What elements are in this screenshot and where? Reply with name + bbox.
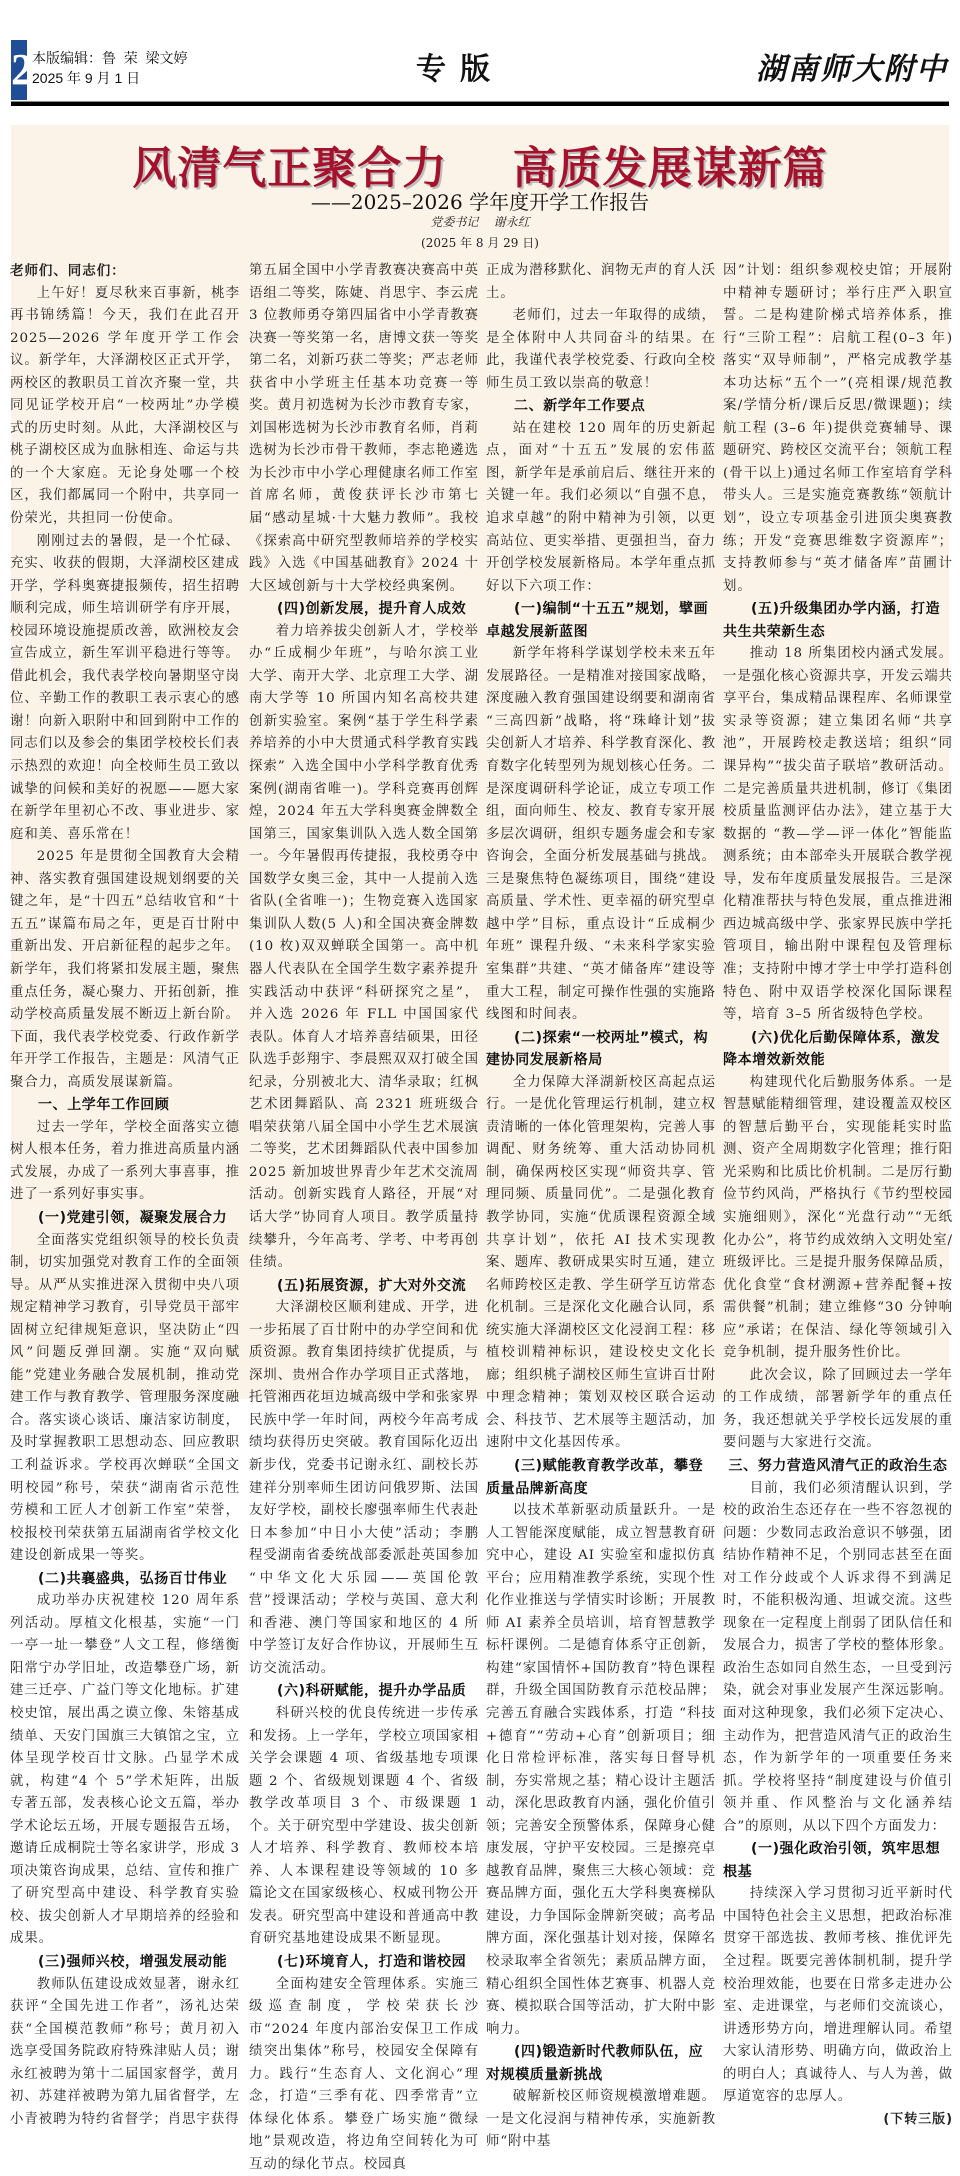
- article-date: (2025 年 8 月 29 日): [421, 236, 539, 250]
- issue-date: 2025 年 9 月 1 日: [32, 70, 141, 86]
- article-column-2: [249, 260, 479, 2176]
- section-heading: (四)锻造新时代教师队伍，应对规模质量新挑战: [486, 2044, 704, 2083]
- body-paragraph: 老师们，过去一年取得的成绩，是全体附中人共同奋斗的结果。在此，我谨代表学校党委、行政向全校师生员工致以崇高的敬意！: [486, 308, 716, 391]
- body-paragraph: 破解新校区师资规模激增难题。一是文化浸润与精神传承，实施新教师“附中基: [486, 2089, 716, 2150]
- body-paragraph: 全力保障大泽湖新校区高起点运行。一是优化管理运行机制，建立权责清晰的一体化管理架构，完善人事调配、财务统筹、重大活动协同机制，确保两校区实现“师资共享、管理同频、质量同优”。二是强化教育教学协同，实施“优质课程资源全域共享计划”，依托 AI 技术实现教案、题库、教研成果实时互通，建立名师跨校区走教、学生研学互访常态化机制。三是深化文化融合认同，系统实施大泽湖校区文化浸润工程：移植校训精神标识，建设校史文化长廊；组织桃子湖校区师生宣讲百廿附中理念精神；策划双校区联合运动会、科技节、艺术展等主题活动，加速附中文化基因传承。: [486, 1074, 716, 1451]
- body-paragraph: 正成为潜移默化、润物无声的育人沃土。: [486, 263, 716, 301]
- article-column-4: [723, 260, 953, 2131]
- body-paragraph: 以技术革新驱动质量跃升。一是人工智能深度赋能，成立智慧教育研究中心，建设 AI 实验室和虚拟仿真平台；应用精准教学系统，实现个性化作业推送与学情实时诊断；开展教师 AI 素养全员培训，培育智慧教学标杆课例。二是德育体系守正创新，构建“家国情怀+国防教育”特色课程群，升级全国国防教育示范校品牌；完善五育融合实践体系，打造 “科技+德育”“劳动+心育”创新项目；细化日常检评标准，落实每日督导机制，夯实常规之基；精心设计主题活动，深化思政教育内涵，强化价值引领；完善安全预警体系，保障身心健康发展，守护平安校园。三是擦亮卓越教育品牌，聚焦三大核心领域：竞赛品牌方面，强化五大学科奥赛梯队建设，力争国际金牌新突破；高考品牌方面，深化强基计划对接，保障名校录取率全省领先；素质品牌方面，精心组织全国性体艺赛事、机器人竞赛、模拟联合国等活动，扩大附中影响力。: [486, 1503, 716, 2037]
- section-heading: (二)共襄盛典，弘扬百廿伟业: [38, 1570, 228, 1587]
- body-paragraph: 推动 18 所集团校内涵式发展。一是强化核心资源共享，开发云端共享平台，集成精品课程库、名师课堂实录等资源；建立集团名师“共享池”，开展跨校走教送培；组织“同课异构”“拔尖苗子联培”教研活动。二是完善质量共进机制，修订《集团校质量监测评估办法》，建立基于大数据的 “教—学—评一体化”智能监测系统；由本部牵头开展联合教学视导，发布年度质量发展报告。三是深化精准帮扶与特色发展，重点推进湘西边城高级中学、张家界民族中学托管项目，输出附中课程包及管理标准；支持附中博才学士中学打造科创特色、附中双语学校深化国际课程等，培育 3–5 所省级特色学校。: [723, 646, 953, 1023]
- section-heading: (一)党建引领，凝聚发展合力: [38, 1209, 228, 1226]
- body-paragraph: 持续深入学习贯彻习近平新时代中国特色社会主义思想，把政治标准贯穿干部选拔、教师考核、推优评先全过程。既要完善体制机制，提升学校治理效能，也要在日常多走进办公室、走进课堂，与老师们交流谈心，讲透形势方向，增进理解认同。希望大家认清形势、明确方向，做政治上的明白人；真诚待人、与人为善，做厚道宽容的忠厚人。: [723, 1886, 953, 2105]
- body-paragraph: 成功举办庆祝建校 120 周年系列活动。厚植文化根基，实施“一门一亭一址一攀登”人文工程，修缮衡阳常宁办学旧址，改造攀登广场，新建三迁亭、广益门等文化地标。扩建校史馆，展出禹之谟立像、朱镕基成绩单、天安门国旗三大镇馆之宝，立体呈现学校百廿文脉。凸显学术成就，构建“4 个 5”学术矩阵，出版专著五部，发表核心论文五篇，举办学术论坛五场，开展专题报告五场，邀请丘成桐院士等名家讲学，形成 3 项决策咨询成果，总结、宣传和推广了研究型高中建设、科学教育实验校、拔尖创新人才早期培养的经验和成果。: [10, 1593, 240, 1947]
- body-paragraph: 科研兴校的优良传统进一步传承和发扬。上一学年，学校立项国家相关学会课题 4 项、省级基地专项课题 2 个、省级规划课题 4 个、省级教学改革项目 3 个、市级课题 1 个。关于研究型中学建设、拔尖创新人才培养、科学教育、教师校本培养、人本课程建设等领域的 10 多篇论文在国家级核心、权威刊物公开发表。研究型高中建设和普通高中教育研究基地建设成果不断显现。: [249, 1706, 479, 1947]
- body-paragraph: 2025 年是贯彻全国教育大会精神、落实教育强国建设规划纲要的关键之年，是“十四五”总结收官和“十五五”谋篇布局之年，更是百廿附中重新出发、开启新征程的起步之年。新学年，我们将紧扣发展主题，聚焦重点任务，凝心聚力、开拓创新，推动学校高质量发展不断迈上新台阶。下面，我代表学校党委、行政作新学年开学工作报告，主题是：风清气正聚合力，高质发展谋新篇。: [10, 849, 240, 1090]
- section-heading: 三、努力营造风清气正的政治生态: [728, 1457, 948, 1474]
- section-heading: 一、上学年工作回顾: [38, 1097, 170, 1114]
- header-rule-thick: [11, 102, 949, 106]
- body-paragraph: 目前，我们必须清醒认识到，学校的政治生态还存在一些不容忽视的问题：少数同志政治意识不够强，团结协作精神不足，个别同志甚至在面对工作分歧或个人诉求得不到满足时，不能积极沟通、坦诚交流。这些现象在一定程度上削弱了团队信任和发展合力，损害了学校的整体形象。政治生态如同自然生态，一旦受到污染，就会对事业发展产生深远影响。面对这种现象，我们必须下定决心、主动作为，把营造风清气正的政治生态，作为新学年的一项重要任务来抓。学校将坚持“制度建设与价值引领并重、作风整治与文化涵养结合”的原则，从以下四个方面发力：: [723, 1480, 953, 1834]
- body-paragraph: 全面构建安全管理体系。实施三级巡查制度，学校荣获长沙市“2024 年度内部治安保卫工作成绩突出集体”称号，校园安全保障有力。践行“生态育人、文化润心”理念，打造“三季有花、四季常青”立体绿化体系。攀登广场实施“微绿地”景观改造，将边角空间转化为可互动的绿化节点。校园真: [249, 1976, 479, 2172]
- body-paragraph: 新学年将科学谋划学校未来五年发展路径。一是精准对接国家战略，深度融入教育强国建设纲要和湖南省 “三高四新”战略，将“珠峰计划”拔尖创新人才培养、科学教育深化、教育数字化转型列为规划核心任务。二是深度调研科学论证，成立专项工作组，面向师生、校友、教育专家开展多层次调研，组织专题务虚会和专家咨询会，全面分析发展基础与挑战。三是聚焦特色凝练项目，围绕“建设高质量、学术性、更幸福的研究型卓越中学”目标，重点设计“丘成桐少年班” 课程升级、“未来科学家实验室集群”共建、“英才储备库”建设等重大工程，制定可操作性强的实施路线图和时间表。: [486, 646, 716, 1023]
- article-column-3: [486, 260, 716, 2154]
- body-paragraph: 教师队伍建设成效显著，谢永红获评“全国先进工作者”，汤礼达荣获“全国模范教师”称号；黄月初入选享受国务院政府特殊津贴人员；谢永红被聘为第十二届国家督学，黄月初、苏建祥被聘为第九届省督学，左小青被聘为特约省督学；肖思宇获得: [10, 1976, 240, 2127]
- section-heading: (五)拓展资源，扩大对外交流: [277, 1277, 467, 1294]
- section-heading: (一)编制“十五五”规划，擘画卓越发展新蓝图: [486, 601, 709, 640]
- editor-line: 本版编辑：鲁 荣 梁文婷: [32, 50, 188, 66]
- section-heading: (四)创新发展，提升育人成效: [277, 601, 467, 618]
- salutation: 老师们、同志们：: [10, 263, 126, 279]
- section-heading: 二、新学年工作要点: [514, 398, 646, 415]
- section-name: 专版: [416, 52, 504, 87]
- body-paragraph: 构建现代化后勤服务体系。一是智慧赋能精细管理，建设覆盖双校区的智慧后勤平台，实现能耗实时监测、资产全周期数字化管理；推行阳光采购和比质比价机制。二是厉行勤俭节约风尚，严格执行《节约型校园实施细则》，深化“光盘行动”“无纸化办公”，将节约成效纳入文明处室/班级评比。三是提升服务保障品质，优化食堂“食材溯源+营养配餐+按需供餐”机制；建立维修“30 分钟响应”承诺；在保洁、绿化等领域引入竞争机制，提升服务性价比。: [723, 1074, 953, 1361]
- section-heading: (六)优化后勤保障体系，激发降本增效新效能: [723, 1029, 941, 1069]
- section-heading: (三)强师兴校，增强发展动能: [38, 1954, 228, 1971]
- section-heading: (六)科研赋能，提升办学品质: [277, 1683, 467, 1700]
- body-paragraph: 大泽湖校区顺利建成、开学，进一步拓展了百廿附中的办学空间和优质资源。教育集团持续扩优提质，与深圳、贵州合作办学项目正式落地，托管湘西花垣边城高级中学和张家界民族中学一年时间，两校今年高考成绩均获得历史突破。教育国际化迈出新步伐，党委书记谢永红、副校长苏建祥分别率师生团访问俄罗斯、法国友好学校，副校长廖强率师生代表赴日本参加“中日小大使”活动；李鹏程受湖南省委统战部委派赴英国参加 “中华文化大乐园——英国伦敦营”授课活动；学校与英国、意大利和香港、澳门等国家和地区的 4 所中学签订友好合作协议，开展师生互访交流活动。: [249, 1300, 479, 1676]
- body-paragraph: 因”计划：组织参观校史馆；开展附中精神专题研讨；举行庄严入职宣誓。二是构建阶梯式培养体系，推行“三阶工程”：启航工程(0–3 年)落实“双导师制”，严格完成教学基本功达标“五个一”(亮相课/规范教案/学情分析/课后反思/微课题)；续航工程 (3–6 年)提供竞赛辅导、课题研究、跨校区交流平台；领航工程(骨干以上)通过名师工作室培育学科带头人。三是实施竞赛教练“领航计划”，设立专项基金引进顶尖奥赛教练；开发“竞赛思维数字资源库”；支持教师参与“英才储备库”苗圃计划。: [723, 263, 953, 594]
- article-column-1: [10, 260, 240, 2131]
- masthead-logo: 湖南师大附中: [756, 52, 948, 87]
- body-paragraph: 着力培养拔尖创新人才，学校举办“丘成桐少年班”，与哈尔滨工业大学、南开大学、北京理工大学、湖南大学等 10 所国内知名高校共建创新实验室。案例“基于学生科学素养培养的小中大贯通式科学教育实践探索” 入选全国中小学科学教育优秀案例(湖南省唯一)。学科竞赛再创辉煌，2024 年五大学科奥赛金牌数全国第三，国家集训队入选人数全国第一。今年暑假再传捷报，我校勇夺中国数学女奥三金，其中一人提前入选省队(全省唯一)；生物竞赛入选国家集训队人数(5 人)和全国决赛金牌数(10 枚)双双蝉联全国第一。高中机器人代表队在全国学生数字素养提升实践活动中获评“科研探究之星”，并入选 2026 年 FLL 中国国家代表队。体育人才培养喜结硕果，田径队选手彭翔宇、李晨熙双双打破全国纪录，分别被北大、清华录取；红枫艺术团舞蹈队、高 2321 班班级合唱荣获第八届全国中小学生艺术展演二等奖，艺术团舞蹈队代表中国参加 2025 新加坡世界青少年艺术交流周活动。创新实践育人路径，开展“对话大学”协同育人项目。教学质量持续攀升，今年高考、学考、中考再创佳绩。: [249, 623, 479, 1271]
- article-headline: 风清气正聚合力 高质发展谋新篇: [132, 143, 828, 194]
- article-subtitle: ——2025–2026 学年度开学工作报告: [310, 190, 650, 214]
- section-heading: (三)赋能教育教学改革，攀登质量品牌新高度: [486, 1457, 704, 1497]
- section-heading: (一)强化政治引领，筑牢思想根基: [723, 1841, 941, 1880]
- body-paragraph: 上午好！夏尽秋来百事新，桃李再书锦绣篇！今天，我们在此召开 2025—2026 学年度开学工作会议。新学年，大泽湖校区正式开学，两校区的教职员工首次齐聚一堂，共同见证学校开启“一校两址”办学模式的历史时刻。从此，大泽湖校区与桃子湖校区成为血脉相连、命运与共的一个大家庭。无论身处哪一个校区，我们都属同一个附中，共享同一份荣光，共担同一份使命。: [10, 285, 240, 527]
- body-paragraph: 刚刚过去的暑假，是一个忙碌、充实、收获的假期，大泽湖校区建成开学，学科奥赛捷报频传，招生招聘顺利完成，师生培训研学有序开展，校园环境设施提质改善，欧洲校友会宣告成立，新生军训平稳进行等等。借此机会，我代表学校向暑期坚守岗位、辛勤工作的教职工表示衷心的感谢！向新入职附中和回到附中工作的同志们以及参会的集团学校校长们表示热烈的欢迎！向全校师生员工致以诚挚的问候和美好的祝愿——愿大家在新学年里初心不改、事业进步、家庭和美、喜乐常在！: [10, 533, 240, 842]
- body-paragraph: 全面落实党组织领导的校长负责制，切实加强党对教育工作的全面领导。从严从实推进深入贯彻中央八项规定精神学习教育，引导党员干部牢固树立纪律规矩意识，坚决防止“四风”问题反弹回潮。实施“双向赋能”党建业务融合发展机制，推动党建工作与教育教学、管理服务深度融合。落实谈心谈话、廉洁家访制度，及时掌握教职工思想动态、回应教职工利益诉求。学校再次蝉联“全国文明校园”称号，荣获“湖南省示范性劳模和工匠人才创新工作室”荣誉，校报校刊荣获第五届湖南省学校文化建设创新成果一等奖。: [10, 1232, 240, 1564]
- page-number-badge: 2: [11, 40, 27, 100]
- body-paragraph: 站在建校 120 周年的历史新起点，面对“十五五”发展的宏伟蓝图，新学年是承前启后、继往开来的关键一年。我们必须以“自强不息，追求卓越”的附中精神为引领，以更高站位、更实举措、更强担当，奋力开创学校发展新格局。本学年重点抓好以下六项工作：: [486, 420, 716, 594]
- editor-info: [32, 48, 188, 88]
- section-heading: (七)环境育人，打造和谐校园: [277, 1954, 467, 1971]
- body-paragraph: 此次会议，除了回顾过去一学年的工作成绩，部署新学年的重点任务，我还想就关乎学校长远发展的重要问题与大家进行交流。: [723, 1367, 953, 1451]
- article-author: 党委书记 谢永红: [430, 215, 530, 229]
- section-heading: (二)探索“一校两址”模式，构建协同发展新格局: [486, 1029, 709, 1069]
- continued-note: (下转三版): [883, 2111, 953, 2127]
- body-paragraph: 过去一学年，学校全面落实立德树人根本任务，着力推进高质量内涵式发展，办成了一系列大事喜事，推进了一系列好事实事。: [10, 1119, 240, 1203]
- section-heading: (五)升级集团办学内涵，打造共生共荣新生态: [723, 601, 941, 640]
- body-paragraph: 第五届全国中小学青教赛决赛高中英语组二等奖，陈婕、肖思宇、李云虎 3 位教师勇夺第四届省中小学青教赛决赛一等奖第一名，唐博文获一等奖第二名，刘新巧获二等奖；严志老师获省中小学班主任基本功竞赛一等奖。黄月初选树为长沙市教育专家，刘国彬选树为长沙市教育名师，肖莉选树为长沙市骨干教师，李志艳遴选为长沙市中小学心理健康名师工作室首席名师，黄俊获评长沙市第七届“感动星城·十大魅力教师”。我校《探索高中研究型教师培养的学校实践》入选《中国基础教育》2024 十大区域创新与十大学校经典案例。: [249, 263, 479, 594]
